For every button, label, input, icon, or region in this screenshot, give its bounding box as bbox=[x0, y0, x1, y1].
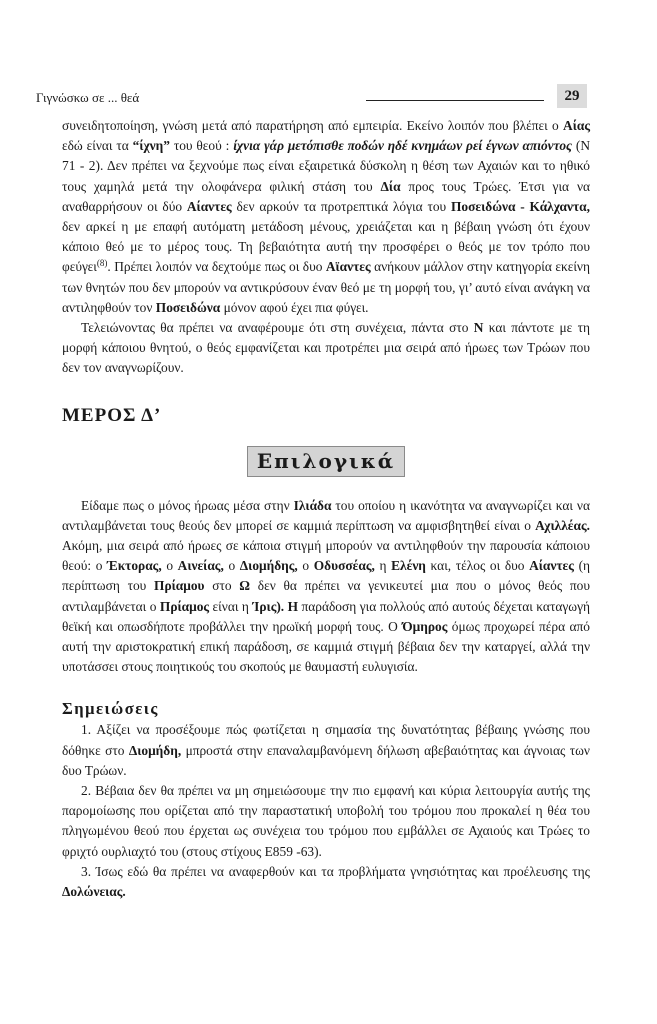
boxed-title-wrap bbox=[62, 446, 590, 477]
note-3: 3. Ίσως εδώ θα πρέπει να αναφερθούν και τα προβλήματα γνησιότητας και προέλευσης της Δολώνειας. bbox=[62, 863, 590, 900]
term-ichni: “ίχνη” bbox=[132, 138, 170, 154]
name-aiantes: Αίαντες bbox=[186, 198, 232, 214]
page-header bbox=[36, 84, 596, 110]
homeric-quote: ίχνια γάρ μετόπισθε ποδών ηδέ κνημάων ρεί έγνων απιόντος bbox=[233, 138, 573, 154]
paragraph-2: Τελειώνοντας θα πρέπει να αναφέρουμε ότι στη συνέχεια, πάντα στο Ν και πάντοτε με τη μορφή κάποιου θνητού, ο θεός εμφανίζεται και προτρέπει μια σειρά από ήρωες των Τρώων που δεν τον αναγνωρίζουν. bbox=[62, 320, 590, 376]
header-rule bbox=[366, 100, 544, 101]
running-title: Γιγνώσκω σε ... θεά bbox=[36, 90, 140, 105]
paragraph-1: συνειδητοποίηση, γνώση μετά από παρατήρηση από εμπειρία. Εκείνο λοιπόν που βλέπει ο Αίας εδώ είναι τα “ίχνη” του θεού : ίχνια γάρ μετόπισθε ποδών ηδέ κνημάων ρεί έγνων απιόντος (Ν 71 - 2). Δεν πρέπει να ξεχνούμε πως είναι εξαιρετικά δύσκολη η θέση των Αχαιών και το ηθικό τους χαμηλά μετά την ολοφάνερα φιλική στάση του Δία προς τους Τρώες. Έτσι για να αναθαρρήσουν οι δύο Αίαντες δεν αρκούν τα προτρεπτικά λόγια του Ποσειδώνα - Κάλχαντα, δεν αρκεί η με επαφή αυτόματη μετάδοση μένους, χρειάζεται και η βέβαιη γνώση ότι έχουν κάποιο θεό με το μέρος τους. Τη βεβαιότητα αυτή την προσφέρει ο θεός με τον τρόπο που φεύγει$^{(8)}$. Πρέπει λοιπόν να δεχτούμε πως οι δυο Αϊαντες ανήκουν μάλλον στην κατηγορία εκείνη των θνητών που δεν μπορούν να αντικρύσουν έναν θεό με τη μορφή του, γι’ αυτό είναι ανάγκη να αντιληφθούν τον Ποσειδώνα μόνον αφού έχει πια φύγει. bbox=[62, 118, 591, 315]
footnote-ref-8: (8) bbox=[96, 258, 108, 269]
paragraph-3: Είδαμε πως ο μόνος ήρωας μέσα στην Ιλιάδα του οποίου η ικανότητα να αναγνωρίζει και να αντιλαμβάνεται τους θεούς δεν μπορεί σε καμμιά περίπτωση να αμφισβητηθεί είναι ο Αχιλλέας. Ακόμη, μια σειρά από ήρωες σε κάποια στιγμή μπορούν να αντιληφθούν την παρουσία κάποιου θεού: ο Έκτορας, ο Αινείας, ο Διομήδης, ο Οδυσσέας, η Ελένη και, τέλος οι δυο Αίαντες (η περίπτωση του Πρίαμου στο Ω δεν θα πρέπει να γενικευτεί μια που ο μόνος θεός που αντιλαμβάνεται ο Πρίαμος είναι η Ίρις). Η παράδοση για πολλούς από αυτούς δέχεται καταγωγή θεϊκή και οπωσδήποτε προβάλλει την ηρωϊκή μορφή τους. Ο Όμηρος όμως προχωρεί πέρα από αυτή την αριστοκρατική επική παράδοση, σε καμμιά στιγμή βέβαια δεν την καταργεί, αλλά την υποτάσσει στους ποιητικούς του σκοπούς με θαυμαστή ευλυγισία. bbox=[62, 497, 591, 675]
name-poseidon: Ποσειδώνα bbox=[155, 299, 221, 315]
note-2: 2. Βέβαια δεν θα πρέπει να μη σημειώσουμε την πιο εμφανή και κύρια λειτουργία αυτής της παρομοίωσης που ορίζεται από την παραστατική υποβολή του τρόμου που προκαλεί η θέα του πληγωμένου θεού που έρχεται ως συνέχεια του τρόμου που εμβάλλει σε Αχαιούς και Τρώες το φριχτό ουρλιαχτό του (στους στίχους Ε859 -63). bbox=[62, 783, 590, 859]
section-heading: ΜΕΡΟΣ Δ’ bbox=[62, 404, 162, 426]
name-zeus: Δία bbox=[380, 178, 401, 194]
name-ajax: Αίας bbox=[563, 118, 590, 133]
page-body bbox=[62, 116, 590, 902]
boxed-title: Επιλογικά bbox=[247, 446, 405, 477]
book-n: Ν bbox=[473, 320, 484, 336]
page-number: 29 bbox=[557, 84, 587, 108]
name-aiantes-2: Αϊαντες bbox=[325, 259, 371, 275]
note-1: 1. Αξίζει να προσέξουμε πώς φωτίζεται η σημασία της δυνατότητας βέβαιης γνώσης που δόθηκε στο Διομήδη, μπροστά στην επαναλαμβανόμενη δήλωση αβεβαιότητας και άγνοιας των δυο Τρώων. bbox=[62, 722, 590, 778]
name-poseidon-kalchas: Ποσειδώνα - Κάλχαντα, bbox=[450, 198, 590, 214]
notes-heading: Σημειώσεις bbox=[62, 699, 159, 719]
